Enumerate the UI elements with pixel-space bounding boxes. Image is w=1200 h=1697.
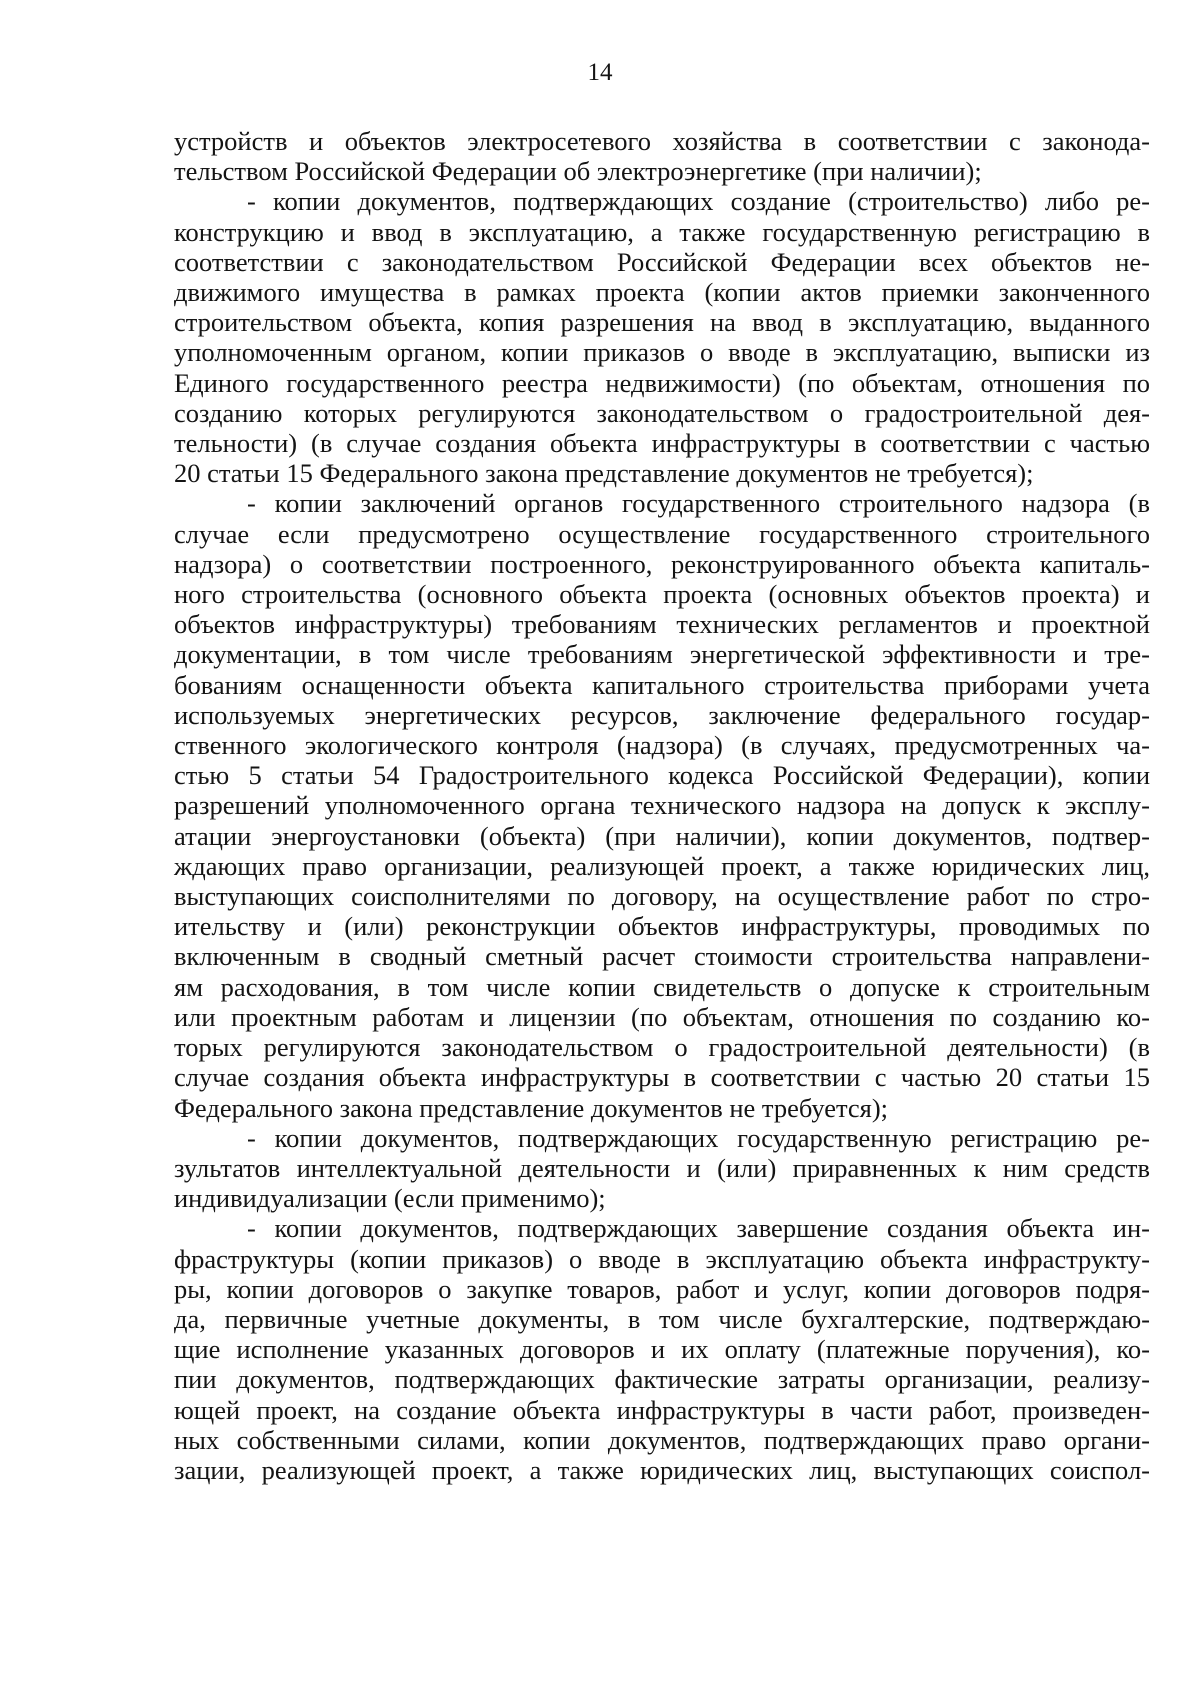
text-line: или проектным работам и лицензии (по объектам, отношения по созданию ко- (174, 1001, 1150, 1032)
text-line: 20 статьи 15 Федерального закона представление документов не требуется); (174, 458, 1034, 489)
text-line: ного строительства (основного объекта проекта (основных объектов проекта) и (174, 579, 1150, 610)
text-line: ительству и (или) реконструкции объектов инфраструктуры, проводимых по (174, 911, 1150, 942)
text-line: документации, в том числе требованиям энергетической эффективности и тре- (174, 639, 1150, 670)
text-line: пии документов, подтверждающих фактические затраты организации, реализу- (174, 1364, 1150, 1395)
paragraph-4 (174, 1123, 1150, 1214)
text-line: ждающих право организации, реализующей проект, а также юридических лиц, (174, 850, 1150, 881)
paragraph-1 (174, 126, 1150, 186)
text-line: случае создания объекта инфраструктуры в соответствии с частью 20 статьи 15 (174, 1062, 1150, 1093)
text-line: движимого имущества в рамках проекта (копии актов приемки законченного (174, 277, 1150, 308)
page-number: 14 (587, 59, 613, 86)
text-line: Единого государственного реестра недвижимости) (по объектам, отношения по (174, 367, 1150, 398)
text-line: ющей проект, на создание объекта инфраструктуры в части работ, произведен- (174, 1394, 1150, 1425)
text-line: случае если предусмотрено осуществление государственного строительного (174, 518, 1150, 549)
text-line: зации, реализующей проект, а также юридических лиц, выступающих соиспол- (174, 1454, 1150, 1485)
text-line: - копии документов, подтверждающих государственную регистрацию ре- (247, 1122, 1150, 1153)
text-line: уполномоченным органом, копии приказов о вводе в эксплуатацию, выписки из (174, 337, 1150, 368)
text-line: стью 5 статьи 54 Градостроительного кодекса Российской Федерации), копии (174, 760, 1150, 791)
text-line: зультатов интеллектуальной деятельности и (или) приравненных к ним средств (174, 1152, 1150, 1183)
text-line: индивидуализации (если применимо); (174, 1183, 606, 1214)
text-line: ям расходования, в том числе копии свидетельств о допуске к строительным (174, 971, 1150, 1002)
text-line: строительством объекта, копия разрешения на ввод в эксплуатацию, выданного (174, 307, 1150, 338)
text-line: выступающих соисполнителями по договору, на осуществление работ по стро- (174, 881, 1150, 912)
text-line: - копии заключений органов государственного строительного надзора (в (247, 488, 1150, 519)
text-line: бованиям оснащенности объекта капитального строительства приборами учета (174, 669, 1150, 700)
text-line: надзора) о соответствии построенного, реконструированного объекта капиталь- (174, 548, 1150, 579)
document-body (174, 126, 1150, 1485)
text-line: торых регулируются законодательством о градостроительной деятельности) (в (174, 1032, 1150, 1063)
text-line: щие исполнение указанных договоров и их оплату (платежные поручения), ко- (174, 1334, 1150, 1365)
text-line: устройств и объектов электросетевого хозяйства в соответствии с законода- (174, 126, 1150, 156)
text-line: включенным в сводный сметный расчет стоимости строительства направлени- (174, 941, 1150, 972)
text-line: используемых энергетических ресурсов, заключение федерального государ- (174, 699, 1150, 730)
paragraph-3 (174, 488, 1150, 1122)
text-line: конструкцию и ввод в эксплуатацию, а также государственную регистрацию в (174, 216, 1150, 247)
text-line: да, первичные учетные документы, в том числе бухгалтерские, подтверждаю- (174, 1303, 1150, 1334)
text-line: тельством Российской Федерации об электроэнергетике (при наличии); (174, 156, 982, 187)
text-line: - копии документов, подтверждающих завершение создания объекта ин- (247, 1213, 1150, 1244)
text-line: разрешений уполномоченного органа технического надзора на допуск к эксплу- (174, 790, 1150, 821)
text-line: ных собственными силами, копии документов, подтверждающих право органи- (174, 1424, 1150, 1455)
text-line: соответствии с законодательством Российской Федерации всех объектов не- (174, 246, 1150, 277)
text-line: тельности) (в случае создания объекта инфраструктуры в соответствии с частью (174, 428, 1150, 459)
text-line: Федерального закона представление документов не требуется); (174, 1092, 889, 1123)
paragraph-5 (174, 1213, 1150, 1485)
text-line: фраструктуры (копии приказов) о вводе в эксплуатацию объекта инфраструкту- (174, 1243, 1150, 1274)
text-line: объектов инфраструктуры) требованиям технических регламентов и проектной (174, 609, 1150, 640)
text-line: созданию которых регулируются законодательством о градостроительной дея- (174, 397, 1150, 428)
text-line: атации энергоустановки (объекта) (при наличии), копии документов, подтвер- (174, 820, 1150, 851)
text-line: ственного экологического контроля (надзора) (в случаях, предусмотренных ча- (174, 730, 1150, 761)
text-line: - копии документов, подтверждающих создание (строительство) либо ре- (247, 186, 1150, 217)
paragraph-2 (174, 186, 1150, 488)
text-line: ры, копии договоров о закупке товаров, работ и услуг, копии договоров подря- (174, 1273, 1150, 1304)
